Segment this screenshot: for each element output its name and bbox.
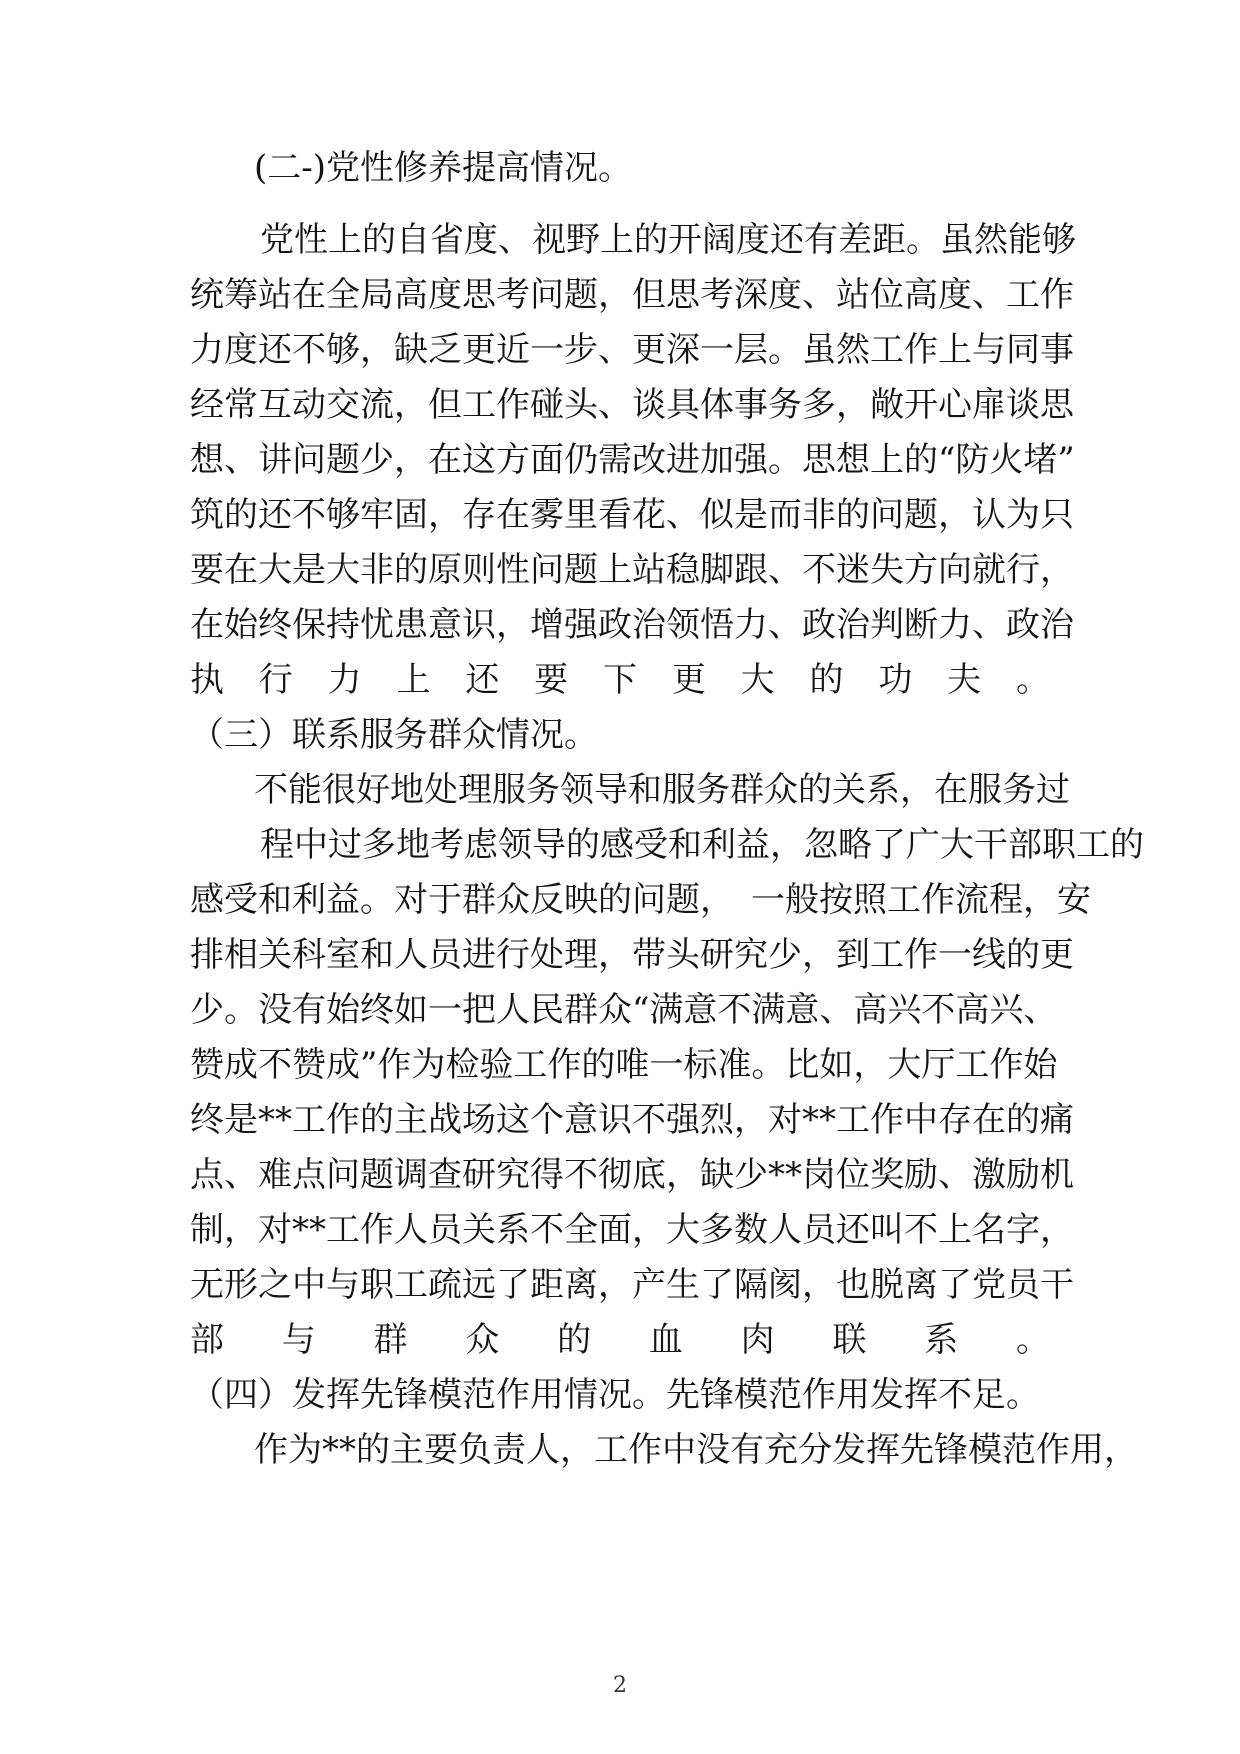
paragraph-line [190,1475,1050,1535]
paragraph-line: 程中过多地考虑领导的感受和利益，忽略了广大干部职工的 [260,825,1144,865]
paragraph-line: 在始终保持忧患意识，增强政治领悟力、政治判断力、政治 [190,605,1074,645]
paragraph-line: 无形之中与职工疏远了距离，产生了隔阂，也脱离了党员干 [190,1265,1074,1305]
page-number: 2 [613,1673,627,1698]
paragraph-line: 部与群众的血肉联系。 [190,1320,1050,1360]
paragraph-line: 力度还不够，缺乏更近一步、更深一层。虽然工作上与同事 [190,330,1074,370]
paragraph-line: 筑的还不够牢固，存在雾里看花、似是而非的问题，认为只 [190,495,1074,535]
section-heading-2: (二-)党性修养提高情况。 [254,148,633,188]
paragraph-line: 点、难点问题调查研究得不彻底，缺少**岗位奖励、激励机 [190,1155,1074,1195]
paragraph-line: （四）发挥先锋模范作用情况。先锋模范作用发挥不足。 [190,1375,1040,1415]
paragraph-line: 要在大是大非的原则性问题上站稳脚跟、不迷失方向就行， [190,550,1074,590]
paragraph-line: 党性上的自省度、视野上的开阔度还有差距。虽然能够 [260,220,1076,260]
section-heading-3: 不能很好地处理服务领导和服务群众的关系，在服务过 [254,770,1070,810]
paragraph-line: 排相关科室和人员进行处理，带头研究少，到工作一线的更 [190,935,1074,975]
paragraph-line: 执行力上还要下更大的功夫。 [190,660,1050,700]
paragraph-line: 赞成不赞成”作为检验工作的唯一标准。比如，大厅工作始 [190,1045,1058,1085]
section-heading-4: 作为**的主要负责人，工作中没有充分发挥先锋模范作用， [254,1430,1138,1470]
paragraph-line: 统筹站在全局高度思考问题，但思考深度、站位高度、工作 [190,275,1074,315]
paragraph-line: 终是**工作的主战场这个意识不强烈，对**工作中存在的痛 [190,1100,1074,1140]
paragraph-line: 经常互动交流，但工作碰头、谈具体事务多，敞开心扉谈思 [190,385,1074,425]
paragraph-line: （三）联系服务群众情况。 [190,715,598,755]
paragraph-line: 感受和利益。对于群众反映的问题， 一般按照工作流程，安 [190,880,1091,920]
paragraph-line: 想、讲问题少，在这方面仍需改进加强。思想上的“防火堵” [190,440,1075,480]
paragraph-line: 少。没有始终如一把人民群众“满意不满意、高兴不高兴、 [190,990,1058,1030]
paragraph-line: 制，对**工作人员关系不全面，大多数人员还叫不上名字， [190,1210,1074,1250]
